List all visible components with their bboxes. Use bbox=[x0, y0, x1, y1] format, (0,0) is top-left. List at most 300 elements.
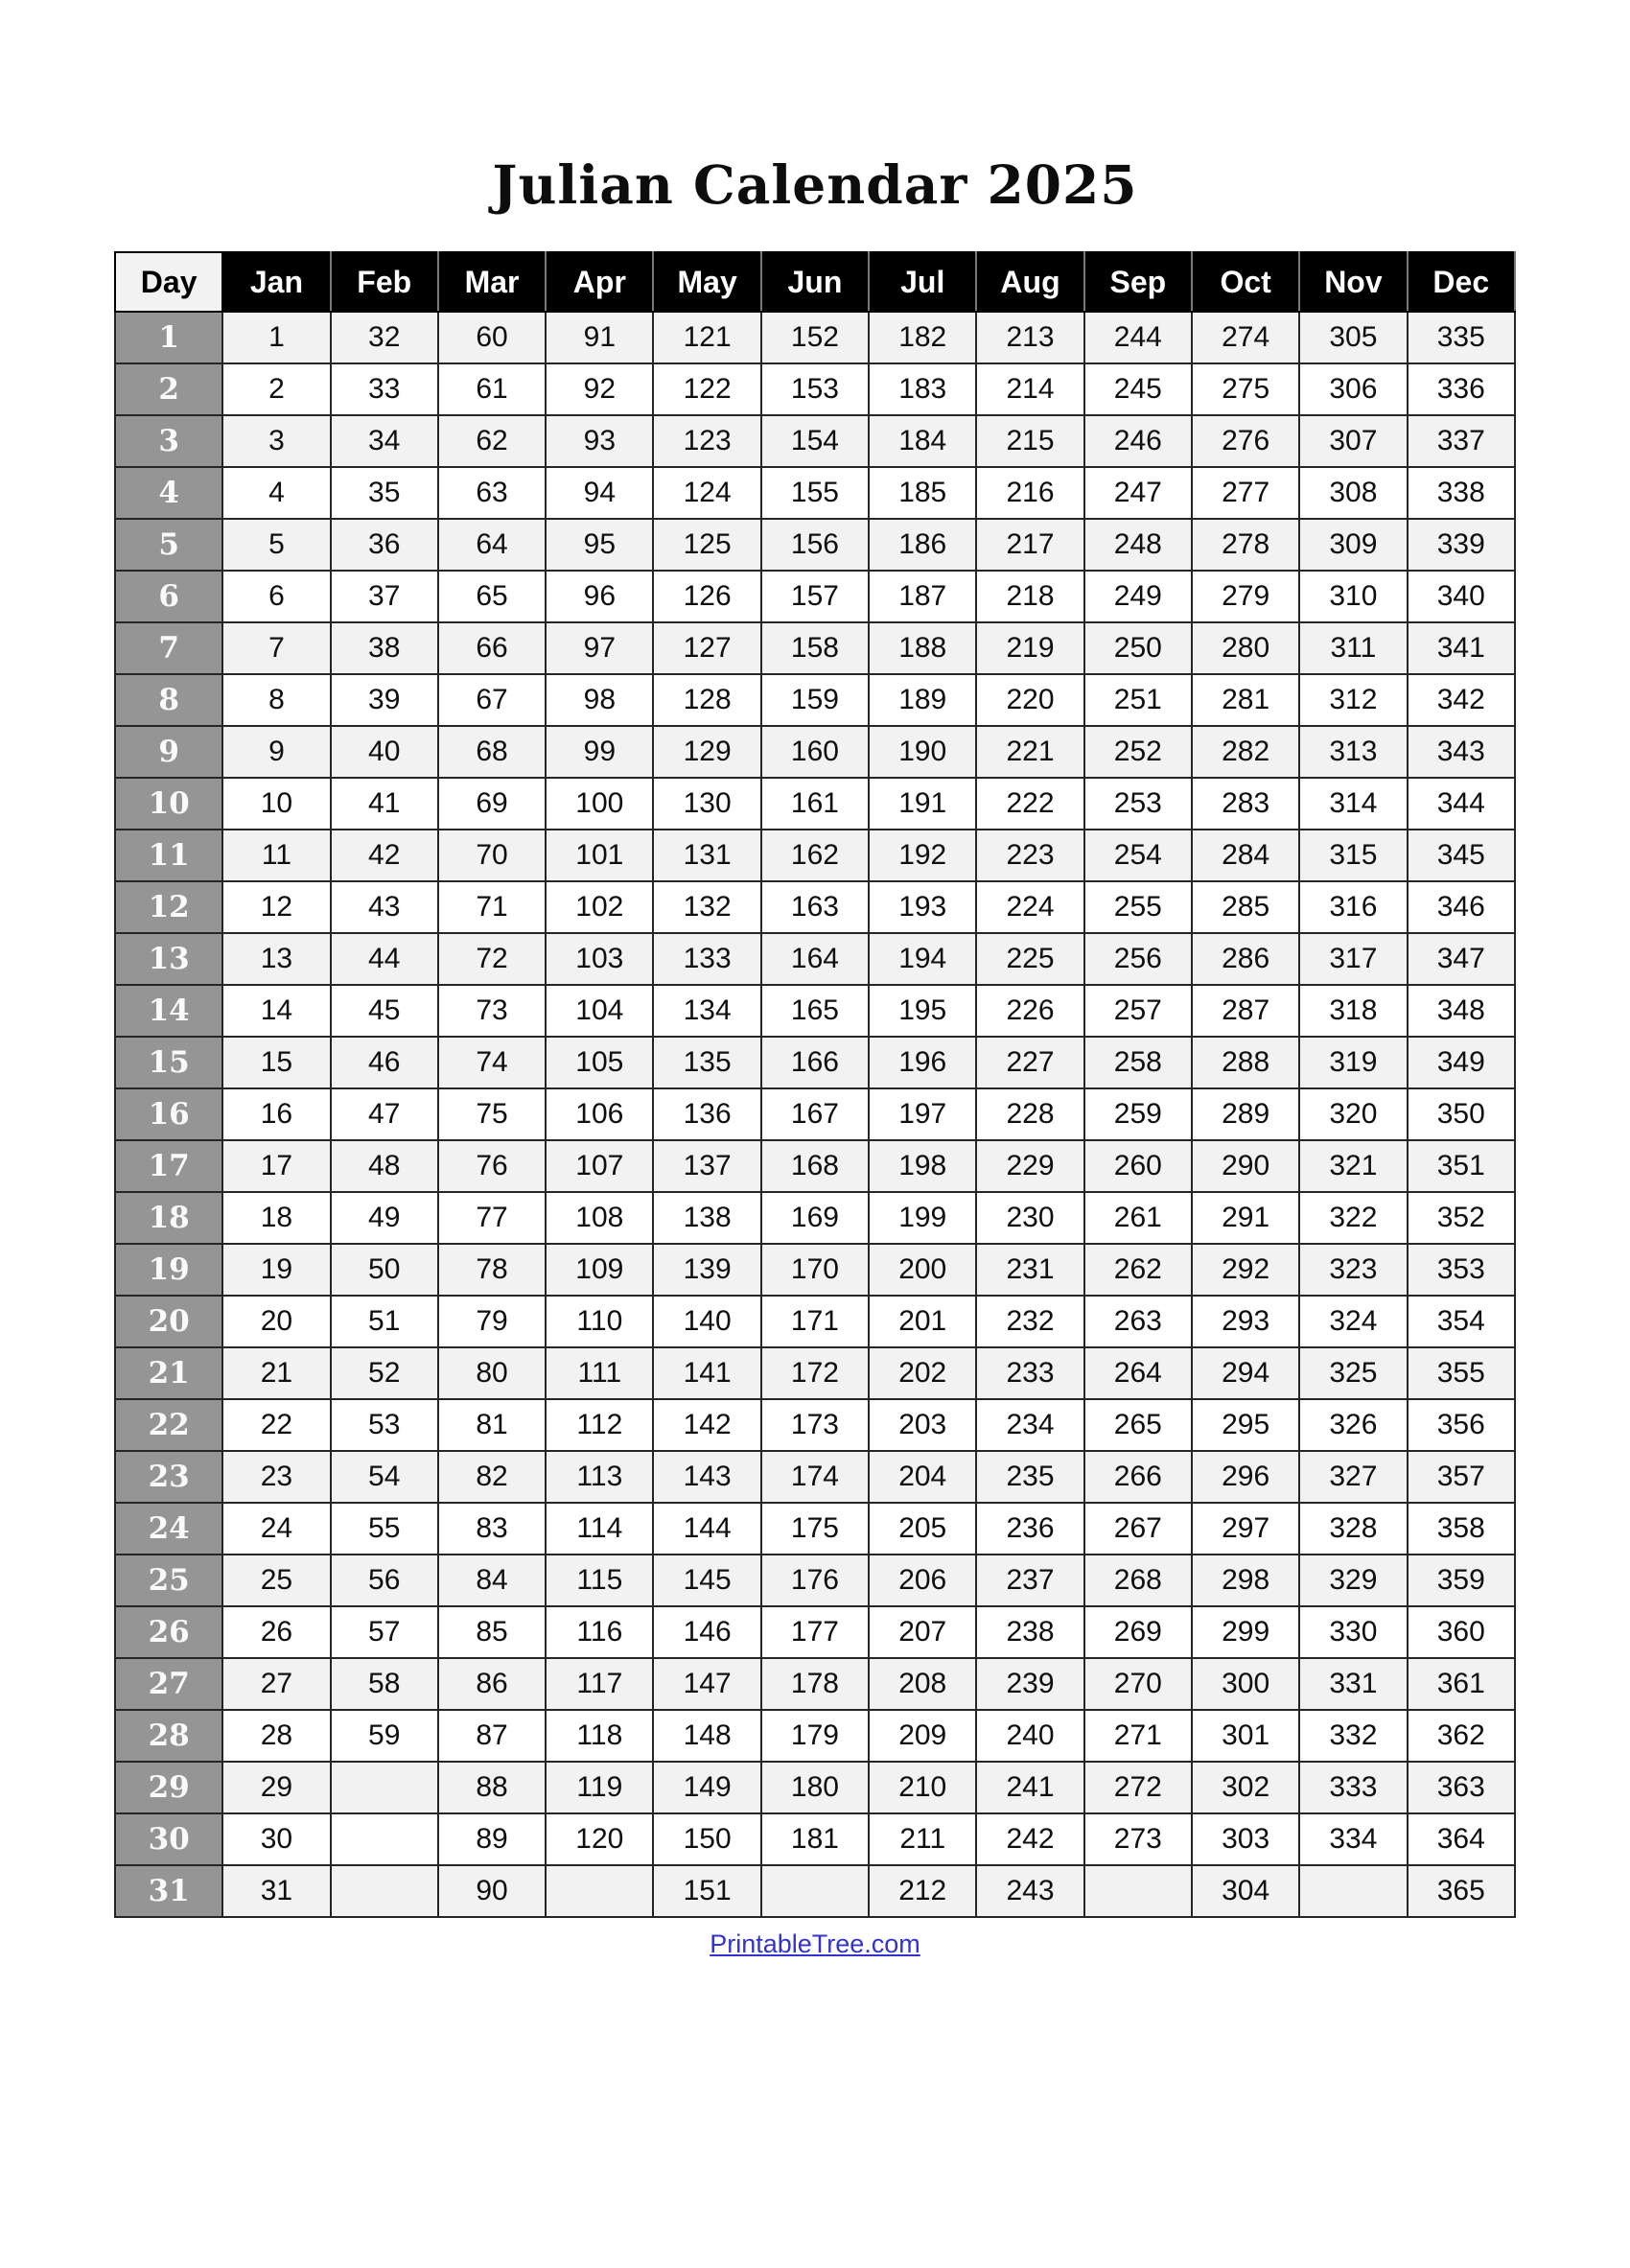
julian-value-cell: 336 bbox=[1408, 363, 1515, 415]
julian-value-cell: 84 bbox=[438, 1555, 546, 1606]
julian-value-cell: 76 bbox=[438, 1140, 546, 1192]
julian-value-cell: 242 bbox=[976, 1813, 1083, 1865]
julian-value-cell: 129 bbox=[653, 726, 760, 778]
julian-value-cell: 36 bbox=[331, 519, 438, 571]
julian-value-cell: 287 bbox=[1192, 985, 1299, 1037]
julian-value-cell: 22 bbox=[222, 1399, 330, 1451]
julian-value-cell: 200 bbox=[869, 1244, 976, 1296]
julian-value-cell: 106 bbox=[546, 1088, 653, 1140]
table-row bbox=[115, 830, 1515, 881]
julian-value-cell: 208 bbox=[869, 1658, 976, 1710]
table-row bbox=[115, 1606, 1515, 1658]
julian-value-cell: 333 bbox=[1299, 1762, 1407, 1813]
julian-value-cell: 279 bbox=[1192, 571, 1299, 622]
julian-value-cell: 68 bbox=[438, 726, 546, 778]
month-header-apr: Apr bbox=[546, 252, 653, 312]
julian-value-cell: 31 bbox=[222, 1865, 330, 1917]
table-row bbox=[115, 1399, 1515, 1451]
julian-value-cell: 338 bbox=[1408, 467, 1515, 519]
julian-value-cell: 297 bbox=[1192, 1503, 1299, 1555]
table-body bbox=[115, 312, 1515, 1917]
julian-value-cell: 235 bbox=[976, 1451, 1083, 1503]
julian-value-cell: 356 bbox=[1408, 1399, 1515, 1451]
julian-value-cell: 357 bbox=[1408, 1451, 1515, 1503]
julian-value-cell: 217 bbox=[976, 519, 1083, 571]
julian-value-cell: 329 bbox=[1299, 1555, 1407, 1606]
julian-value-cell: 17 bbox=[222, 1140, 330, 1192]
month-header-mar: Mar bbox=[438, 252, 546, 312]
julian-value-cell: 274 bbox=[1192, 312, 1299, 363]
julian-value-cell: 310 bbox=[1299, 571, 1407, 622]
julian-value-cell: 34 bbox=[331, 415, 438, 467]
julian-value-cell: 119 bbox=[546, 1762, 653, 1813]
julian-value-cell: 86 bbox=[438, 1658, 546, 1710]
julian-value-cell: 179 bbox=[761, 1710, 869, 1762]
julian-value-cell bbox=[331, 1865, 438, 1917]
julian-value-cell: 355 bbox=[1408, 1347, 1515, 1399]
table-row bbox=[115, 881, 1515, 933]
table-row bbox=[115, 674, 1515, 726]
julian-value-cell: 52 bbox=[331, 1347, 438, 1399]
julian-value-cell: 295 bbox=[1192, 1399, 1299, 1451]
julian-value-cell: 265 bbox=[1084, 1399, 1192, 1451]
julian-value-cell: 198 bbox=[869, 1140, 976, 1192]
julian-value-cell: 118 bbox=[546, 1710, 653, 1762]
day-number-cell: 8 bbox=[115, 674, 222, 726]
table-row bbox=[115, 1813, 1515, 1865]
julian-value-cell: 163 bbox=[761, 881, 869, 933]
julian-value-cell: 162 bbox=[761, 830, 869, 881]
julian-value-cell: 138 bbox=[653, 1192, 760, 1244]
julian-value-cell: 122 bbox=[653, 363, 760, 415]
julian-value-cell: 309 bbox=[1299, 519, 1407, 571]
julian-value-cell: 3 bbox=[222, 415, 330, 467]
julian-value-cell: 137 bbox=[653, 1140, 760, 1192]
julian-value-cell: 45 bbox=[331, 985, 438, 1037]
table-row bbox=[115, 1244, 1515, 1296]
julian-value-cell: 224 bbox=[976, 881, 1083, 933]
julian-calendar-table bbox=[114, 251, 1516, 1918]
julian-value-cell: 278 bbox=[1192, 519, 1299, 571]
julian-value-cell: 364 bbox=[1408, 1813, 1515, 1865]
julian-value-cell: 272 bbox=[1084, 1762, 1192, 1813]
julian-value-cell: 282 bbox=[1192, 726, 1299, 778]
month-header-jun: Jun bbox=[761, 252, 869, 312]
julian-value-cell: 27 bbox=[222, 1658, 330, 1710]
day-number-cell: 16 bbox=[115, 1088, 222, 1140]
julian-value-cell: 105 bbox=[546, 1037, 653, 1088]
julian-value-cell: 180 bbox=[761, 1762, 869, 1813]
julian-value-cell: 72 bbox=[438, 933, 546, 985]
julian-value-cell: 11 bbox=[222, 830, 330, 881]
day-number-cell: 27 bbox=[115, 1658, 222, 1710]
julian-value-cell: 107 bbox=[546, 1140, 653, 1192]
julian-value-cell: 153 bbox=[761, 363, 869, 415]
day-number-cell: 14 bbox=[115, 985, 222, 1037]
julian-value-cell: 210 bbox=[869, 1762, 976, 1813]
julian-value-cell: 184 bbox=[869, 415, 976, 467]
julian-value-cell: 246 bbox=[1084, 415, 1192, 467]
julian-value-cell: 346 bbox=[1408, 881, 1515, 933]
julian-value-cell: 332 bbox=[1299, 1710, 1407, 1762]
julian-value-cell: 148 bbox=[653, 1710, 760, 1762]
julian-value-cell: 42 bbox=[331, 830, 438, 881]
julian-value-cell: 155 bbox=[761, 467, 869, 519]
julian-value-cell: 61 bbox=[438, 363, 546, 415]
julian-value-cell: 7 bbox=[222, 622, 330, 674]
julian-value-cell: 8 bbox=[222, 674, 330, 726]
julian-value-cell: 160 bbox=[761, 726, 869, 778]
julian-value-cell: 50 bbox=[331, 1244, 438, 1296]
julian-value-cell: 312 bbox=[1299, 674, 1407, 726]
julian-value-cell: 216 bbox=[976, 467, 1083, 519]
julian-value-cell: 193 bbox=[869, 881, 976, 933]
julian-value-cell: 253 bbox=[1084, 778, 1192, 830]
julian-value-cell: 228 bbox=[976, 1088, 1083, 1140]
julian-value-cell: 96 bbox=[546, 571, 653, 622]
julian-value-cell: 227 bbox=[976, 1037, 1083, 1088]
julian-value-cell: 325 bbox=[1299, 1347, 1407, 1399]
julian-value-cell: 176 bbox=[761, 1555, 869, 1606]
month-header-sep: Sep bbox=[1084, 252, 1192, 312]
julian-value-cell: 149 bbox=[653, 1762, 760, 1813]
table-row bbox=[115, 363, 1515, 415]
table-row bbox=[115, 778, 1515, 830]
julian-value-cell: 112 bbox=[546, 1399, 653, 1451]
julian-value-cell: 302 bbox=[1192, 1762, 1299, 1813]
julian-value-cell: 65 bbox=[438, 571, 546, 622]
julian-value-cell: 234 bbox=[976, 1399, 1083, 1451]
julian-value-cell: 247 bbox=[1084, 467, 1192, 519]
julian-value-cell: 175 bbox=[761, 1503, 869, 1555]
julian-value-cell: 188 bbox=[869, 622, 976, 674]
julian-value-cell: 49 bbox=[331, 1192, 438, 1244]
julian-value-cell: 343 bbox=[1408, 726, 1515, 778]
day-number-cell: 6 bbox=[115, 571, 222, 622]
julian-value-cell: 60 bbox=[438, 312, 546, 363]
month-header-oct: Oct bbox=[1192, 252, 1299, 312]
julian-value-cell: 303 bbox=[1192, 1813, 1299, 1865]
julian-value-cell: 93 bbox=[546, 415, 653, 467]
julian-value-cell: 152 bbox=[761, 312, 869, 363]
table-row bbox=[115, 415, 1515, 467]
julian-value-cell: 270 bbox=[1084, 1658, 1192, 1710]
julian-value-cell: 328 bbox=[1299, 1503, 1407, 1555]
julian-value-cell: 111 bbox=[546, 1347, 653, 1399]
julian-value-cell: 353 bbox=[1408, 1244, 1515, 1296]
julian-value-cell: 300 bbox=[1192, 1658, 1299, 1710]
julian-value-cell: 218 bbox=[976, 571, 1083, 622]
day-number-cell: 7 bbox=[115, 622, 222, 674]
julian-value-cell: 194 bbox=[869, 933, 976, 985]
month-header-feb: Feb bbox=[331, 252, 438, 312]
table-row bbox=[115, 1296, 1515, 1347]
table-row bbox=[115, 467, 1515, 519]
julian-value-cell: 158 bbox=[761, 622, 869, 674]
julian-value-cell: 44 bbox=[331, 933, 438, 985]
julian-value-cell: 104 bbox=[546, 985, 653, 1037]
table-row bbox=[115, 933, 1515, 985]
julian-value-cell: 241 bbox=[976, 1762, 1083, 1813]
month-header-dec: Dec bbox=[1408, 252, 1515, 312]
julian-value-cell: 125 bbox=[653, 519, 760, 571]
julian-value-cell: 186 bbox=[869, 519, 976, 571]
julian-value-cell: 199 bbox=[869, 1192, 976, 1244]
julian-value-cell: 156 bbox=[761, 519, 869, 571]
table-row bbox=[115, 312, 1515, 363]
julian-value-cell: 351 bbox=[1408, 1140, 1515, 1192]
julian-value-cell: 321 bbox=[1299, 1140, 1407, 1192]
julian-value-cell: 134 bbox=[653, 985, 760, 1037]
julian-value-cell: 196 bbox=[869, 1037, 976, 1088]
julian-value-cell: 222 bbox=[976, 778, 1083, 830]
julian-value-cell: 361 bbox=[1408, 1658, 1515, 1710]
julian-value-cell: 113 bbox=[546, 1451, 653, 1503]
julian-value-cell: 70 bbox=[438, 830, 546, 881]
day-number-cell: 4 bbox=[115, 467, 222, 519]
julian-value-cell: 78 bbox=[438, 1244, 546, 1296]
julian-value-cell: 237 bbox=[976, 1555, 1083, 1606]
day-number-cell: 23 bbox=[115, 1451, 222, 1503]
julian-value-cell: 41 bbox=[331, 778, 438, 830]
julian-value-cell: 53 bbox=[331, 1399, 438, 1451]
month-header-aug: Aug bbox=[976, 252, 1083, 312]
julian-value-cell: 77 bbox=[438, 1192, 546, 1244]
table-row bbox=[115, 571, 1515, 622]
julian-value-cell: 100 bbox=[546, 778, 653, 830]
julian-value-cell: 317 bbox=[1299, 933, 1407, 985]
julian-value-cell: 16 bbox=[222, 1088, 330, 1140]
julian-value-cell: 133 bbox=[653, 933, 760, 985]
julian-value-cell: 167 bbox=[761, 1088, 869, 1140]
julian-value-cell: 289 bbox=[1192, 1088, 1299, 1140]
julian-value-cell: 21 bbox=[222, 1347, 330, 1399]
table-row bbox=[115, 1865, 1515, 1917]
julian-value-cell: 275 bbox=[1192, 363, 1299, 415]
table-row bbox=[115, 1451, 1515, 1503]
julian-value-cell: 249 bbox=[1084, 571, 1192, 622]
day-number-cell: 2 bbox=[115, 363, 222, 415]
julian-value-cell: 83 bbox=[438, 1503, 546, 1555]
julian-value-cell: 245 bbox=[1084, 363, 1192, 415]
table-row bbox=[115, 1658, 1515, 1710]
julian-value-cell: 293 bbox=[1192, 1296, 1299, 1347]
julian-value-cell: 294 bbox=[1192, 1347, 1299, 1399]
julian-value-cell: 281 bbox=[1192, 674, 1299, 726]
julian-value-cell: 292 bbox=[1192, 1244, 1299, 1296]
julian-value-cell: 203 bbox=[869, 1399, 976, 1451]
julian-value-cell: 269 bbox=[1084, 1606, 1192, 1658]
julian-value-cell: 10 bbox=[222, 778, 330, 830]
julian-value-cell: 51 bbox=[331, 1296, 438, 1347]
julian-value-cell: 202 bbox=[869, 1347, 976, 1399]
julian-value-cell bbox=[1084, 1865, 1192, 1917]
julian-value-cell: 212 bbox=[869, 1865, 976, 1917]
julian-value-cell: 213 bbox=[976, 312, 1083, 363]
day-number-cell: 29 bbox=[115, 1762, 222, 1813]
julian-value-cell: 260 bbox=[1084, 1140, 1192, 1192]
julian-value-cell: 157 bbox=[761, 571, 869, 622]
julian-value-cell: 299 bbox=[1192, 1606, 1299, 1658]
julian-value-cell: 201 bbox=[869, 1296, 976, 1347]
julian-value-cell: 211 bbox=[869, 1813, 976, 1865]
julian-value-cell: 304 bbox=[1192, 1865, 1299, 1917]
julian-value-cell: 75 bbox=[438, 1088, 546, 1140]
julian-value-cell: 283 bbox=[1192, 778, 1299, 830]
julian-value-cell: 146 bbox=[653, 1606, 760, 1658]
table-row bbox=[115, 622, 1515, 674]
julian-value-cell: 226 bbox=[976, 985, 1083, 1037]
julian-value-cell: 85 bbox=[438, 1606, 546, 1658]
month-header-jul: Jul bbox=[869, 252, 976, 312]
julian-value-cell: 74 bbox=[438, 1037, 546, 1088]
julian-value-cell: 334 bbox=[1299, 1813, 1407, 1865]
julian-value-cell: 124 bbox=[653, 467, 760, 519]
julian-value-cell: 12 bbox=[222, 881, 330, 933]
julian-value-cell: 231 bbox=[976, 1244, 1083, 1296]
day-number-cell: 28 bbox=[115, 1710, 222, 1762]
day-number-cell: 17 bbox=[115, 1140, 222, 1192]
julian-value-cell: 173 bbox=[761, 1399, 869, 1451]
julian-value-cell: 268 bbox=[1084, 1555, 1192, 1606]
day-number-cell: 5 bbox=[115, 519, 222, 571]
table-row bbox=[115, 519, 1515, 571]
day-number-cell: 31 bbox=[115, 1865, 222, 1917]
julian-value-cell: 301 bbox=[1192, 1710, 1299, 1762]
julian-value-cell: 313 bbox=[1299, 726, 1407, 778]
table-row bbox=[115, 985, 1515, 1037]
julian-value-cell: 6 bbox=[222, 571, 330, 622]
julian-value-cell: 335 bbox=[1408, 312, 1515, 363]
julian-value-cell: 35 bbox=[331, 467, 438, 519]
julian-value-cell: 359 bbox=[1408, 1555, 1515, 1606]
julian-value-cell: 189 bbox=[869, 674, 976, 726]
julian-value-cell: 130 bbox=[653, 778, 760, 830]
julian-value-cell: 207 bbox=[869, 1606, 976, 1658]
julian-value-cell: 219 bbox=[976, 622, 1083, 674]
table-row bbox=[115, 1037, 1515, 1088]
julian-value-cell: 73 bbox=[438, 985, 546, 1037]
julian-value-cell: 108 bbox=[546, 1192, 653, 1244]
julian-value-cell: 144 bbox=[653, 1503, 760, 1555]
julian-value-cell bbox=[331, 1813, 438, 1865]
julian-value-cell: 215 bbox=[976, 415, 1083, 467]
day-number-cell: 30 bbox=[115, 1813, 222, 1865]
julian-value-cell: 277 bbox=[1192, 467, 1299, 519]
julian-value-cell: 19 bbox=[222, 1244, 330, 1296]
julian-value-cell: 147 bbox=[653, 1658, 760, 1710]
julian-value-cell: 305 bbox=[1299, 312, 1407, 363]
julian-value-cell: 135 bbox=[653, 1037, 760, 1088]
julian-value-cell: 47 bbox=[331, 1088, 438, 1140]
julian-value-cell: 98 bbox=[546, 674, 653, 726]
julian-value-cell: 2 bbox=[222, 363, 330, 415]
footer-link[interactable]: PrintableTree.com bbox=[710, 1929, 920, 1958]
julian-value-cell: 252 bbox=[1084, 726, 1192, 778]
julian-value-cell: 323 bbox=[1299, 1244, 1407, 1296]
julian-value-cell: 311 bbox=[1299, 622, 1407, 674]
month-header-nov: Nov bbox=[1299, 252, 1407, 312]
julian-value-cell: 99 bbox=[546, 726, 653, 778]
julian-value-cell: 5 bbox=[222, 519, 330, 571]
julian-value-cell: 261 bbox=[1084, 1192, 1192, 1244]
julian-value-cell: 114 bbox=[546, 1503, 653, 1555]
julian-value-cell: 190 bbox=[869, 726, 976, 778]
julian-value-cell bbox=[1299, 1865, 1407, 1917]
julian-value-cell: 164 bbox=[761, 933, 869, 985]
julian-value-cell: 340 bbox=[1408, 571, 1515, 622]
julian-value-cell: 165 bbox=[761, 985, 869, 1037]
month-header-jan: Jan bbox=[222, 252, 330, 312]
julian-value-cell: 58 bbox=[331, 1658, 438, 1710]
julian-value-cell: 88 bbox=[438, 1762, 546, 1813]
julian-value-cell: 358 bbox=[1408, 1503, 1515, 1555]
julian-value-cell: 103 bbox=[546, 933, 653, 985]
julian-value-cell: 191 bbox=[869, 778, 976, 830]
julian-value-cell: 257 bbox=[1084, 985, 1192, 1037]
julian-value-cell: 1 bbox=[222, 312, 330, 363]
julian-value-cell: 258 bbox=[1084, 1037, 1192, 1088]
day-number-cell: 3 bbox=[115, 415, 222, 467]
julian-value-cell: 363 bbox=[1408, 1762, 1515, 1813]
day-number-cell: 22 bbox=[115, 1399, 222, 1451]
julian-value-cell: 62 bbox=[438, 415, 546, 467]
julian-value-cell: 116 bbox=[546, 1606, 653, 1658]
julian-value-cell: 344 bbox=[1408, 778, 1515, 830]
julian-value-cell: 56 bbox=[331, 1555, 438, 1606]
julian-value-cell: 239 bbox=[976, 1658, 1083, 1710]
julian-value-cell: 319 bbox=[1299, 1037, 1407, 1088]
julian-value-cell: 320 bbox=[1299, 1088, 1407, 1140]
julian-value-cell: 166 bbox=[761, 1037, 869, 1088]
julian-value-cell: 177 bbox=[761, 1606, 869, 1658]
julian-value-cell: 71 bbox=[438, 881, 546, 933]
julian-value-cell: 128 bbox=[653, 674, 760, 726]
julian-value-cell: 349 bbox=[1408, 1037, 1515, 1088]
julian-value-cell: 127 bbox=[653, 622, 760, 674]
day-number-cell: 21 bbox=[115, 1347, 222, 1399]
julian-value-cell: 315 bbox=[1299, 830, 1407, 881]
julian-value-cell: 238 bbox=[976, 1606, 1083, 1658]
table-header-row bbox=[115, 252, 1515, 312]
day-number-cell: 26 bbox=[115, 1606, 222, 1658]
julian-value-cell: 102 bbox=[546, 881, 653, 933]
day-number-cell: 1 bbox=[115, 312, 222, 363]
julian-value-cell: 298 bbox=[1192, 1555, 1299, 1606]
julian-value-cell: 140 bbox=[653, 1296, 760, 1347]
julian-value-cell: 286 bbox=[1192, 933, 1299, 985]
julian-value-cell: 174 bbox=[761, 1451, 869, 1503]
julian-value-cell: 221 bbox=[976, 726, 1083, 778]
julian-value-cell: 28 bbox=[222, 1710, 330, 1762]
julian-value-cell bbox=[331, 1762, 438, 1813]
day-column-header: Day bbox=[115, 252, 222, 312]
julian-value-cell: 32 bbox=[331, 312, 438, 363]
table-row bbox=[115, 1347, 1515, 1399]
julian-value-cell: 327 bbox=[1299, 1451, 1407, 1503]
julian-value-cell: 25 bbox=[222, 1555, 330, 1606]
julian-value-cell: 256 bbox=[1084, 933, 1192, 985]
julian-value-cell: 316 bbox=[1299, 881, 1407, 933]
julian-value-cell: 280 bbox=[1192, 622, 1299, 674]
julian-value-cell: 225 bbox=[976, 933, 1083, 985]
day-number-cell: 20 bbox=[115, 1296, 222, 1347]
julian-value-cell: 243 bbox=[976, 1865, 1083, 1917]
julian-value-cell: 82 bbox=[438, 1451, 546, 1503]
julian-value-cell: 205 bbox=[869, 1503, 976, 1555]
julian-value-cell: 254 bbox=[1084, 830, 1192, 881]
julian-value-cell: 362 bbox=[1408, 1710, 1515, 1762]
